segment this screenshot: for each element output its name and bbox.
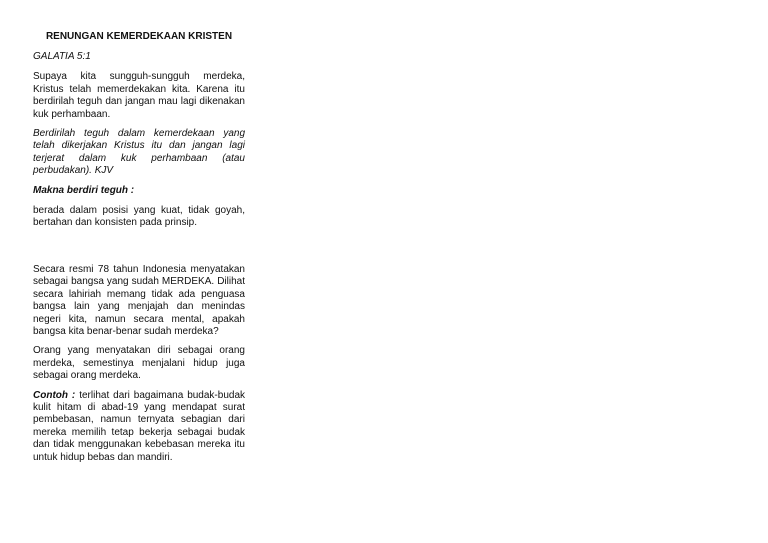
kjv-paragraph: Berdirilah teguh dalam kemerdekaan yang telah dikerjakan Kristus itu dan jangan lagi terjerat dalam kuk perhambaan (atau perbudakan). KJV xyxy=(33,128,245,177)
example-text: terlihat dari bagaimana budak-budak kulit hitam di abad-19 yang mendapat surat pembebasan, namun ternyata sebagian dari mereka memilih tetap bekerja sebagai budak dan tidak menggunakan kebebasan mereka itu untuk hidup bebas dan mandiri. xyxy=(33,389,246,463)
verse-reference: GALATIA 5:1 xyxy=(33,51,91,62)
verse-paragraph: Supaya kita sungguh-sungguh merdeka, Kristus telah memerdekakan kita. Karena itu berdirilah teguh dan jangan mau lagi dikenakan kuk perhambaan. xyxy=(33,71,245,120)
example-label: Contoh : xyxy=(33,389,76,401)
example-paragraph xyxy=(33,390,245,464)
merdeka-paragraph: Orang yang menyatakan diri sebagai orang merdeka, semestinya menjalani hidup juga sebagai orang merdeka. xyxy=(33,345,245,382)
text-column xyxy=(33,31,245,471)
indonesia-paragraph: Secara resmi 78 tahun Indonesia menyatakan sebagai bangsa yang sudah MERDEKA. Dilihat secara lahiriah memang tidak ada penguasa bangsa lain yang menjajah dan menindas negeri kita, namun secara mental, apakah bangsa kita benar-benar sudah merdeka? xyxy=(33,263,245,337)
document-title: RENUNGAN KEMERDEKAAN KRISTEN xyxy=(45,31,233,42)
meaning-heading: Makna berdiri teguh : xyxy=(33,184,135,196)
paragraph-gap xyxy=(33,237,245,264)
meaning-paragraph: berada dalam posisi yang kuat, tidak goyah, bertahan dan konsisten pada prinsip. xyxy=(33,205,245,229)
